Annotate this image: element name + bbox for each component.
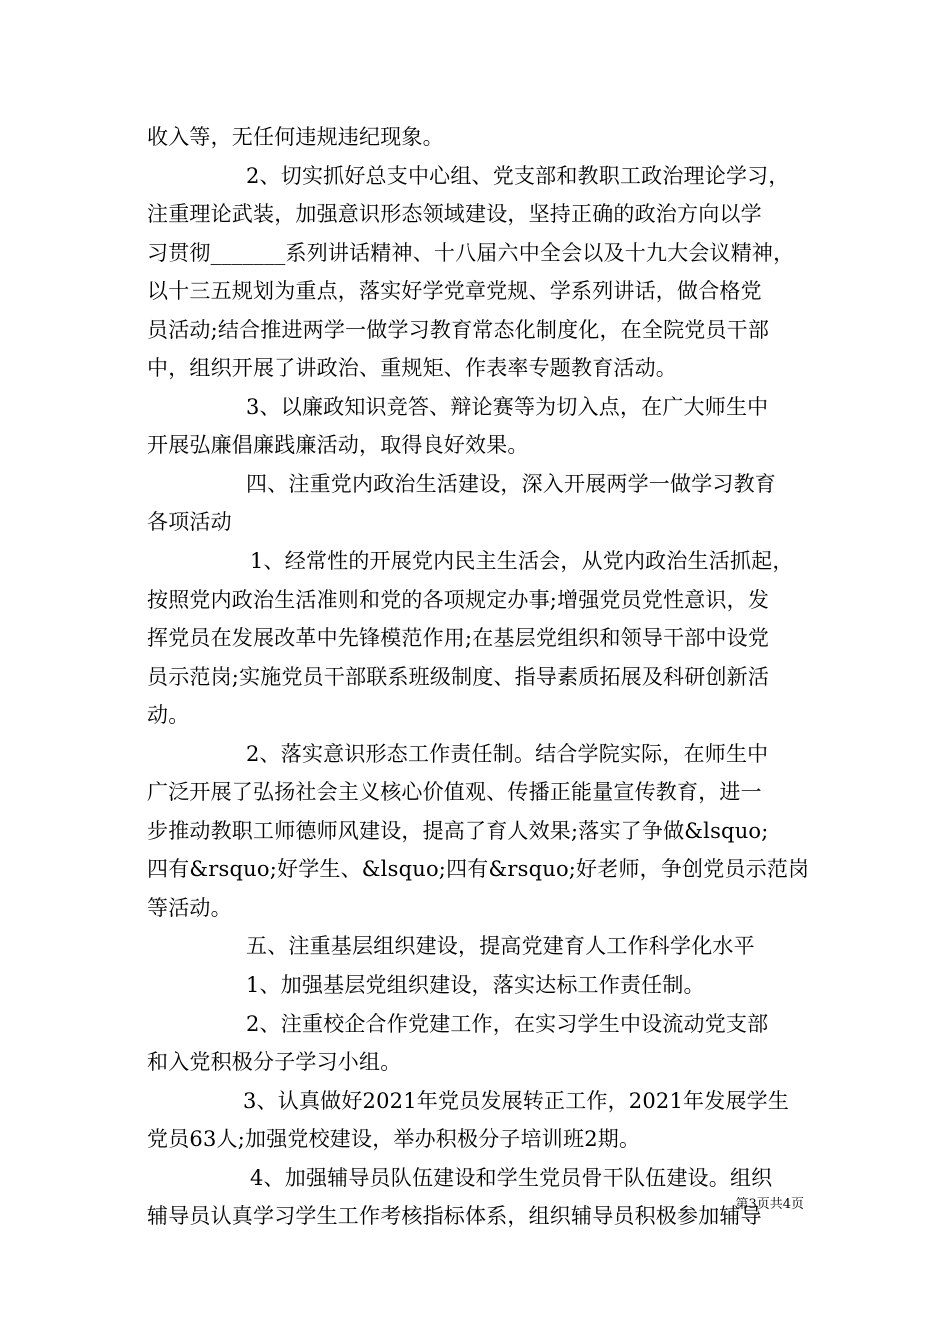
text-line: 动。 [147,703,190,728]
text-line: 3、以廉政知识竞答、辩论赛等为切入点，在广大师生中 [246,394,769,419]
text-line: 习贯彻_______系列讲话精神、十八届六中全会以及十九大会议精神， [147,240,795,265]
text-line: 和入党积极分子学习小组。 [147,1050,402,1075]
text-line: 按照党内政治生活准则和党的各项规定办事;增强党员党性意识，发 [147,587,770,612]
text-line: 辅导员认真学习学生工作考核指标体系，组织辅导员积极参加辅导 [147,1204,762,1229]
text-line: 3、认真做好2021年党员发展转正工作，2021年发展学生 [243,1088,790,1113]
text-line: 注重理论武装，加强意识形态领域建设，坚持正确的政治方向以学 [147,202,762,227]
text-line: 员示范岗;实施党员干部联系班级制度、指导素质拓展及科研创新活 [147,664,770,689]
section-heading: 各项活动 [147,510,232,535]
text-line: 收入等，无任何违规违纪现象。 [147,125,444,149]
text-line: 开展弘廉倡廉践廉活动，取得良好效果。 [147,433,529,458]
text-line: 四有&rsquo;好学生、&lsquo;四有&rsquo;好老师，争创党员示范岗 [147,857,810,882]
text-line: 党员63人;加强党校建设，举办积极分子培训班2期。 [147,1127,641,1152]
text-line: 等活动。 [147,895,232,920]
text-line: 2、注重校企合作党建工作，在实习学生中设流动党支部 [246,1011,769,1036]
text-line: 以十三五规划为重点，落实好学党章党规、学系列讲话，做合格党 [147,279,762,304]
text-line: 员活动;结合推进两学一做学习教育常态化制度化，在全院党员干部 [147,317,770,342]
section-heading: 四、注重党内政治生活建设，深入开展两学一做学习教育 [246,471,776,496]
text-line: 步推动教职工师德师风建设，提高了育人效果;落实了争做&lsquo; [147,818,769,843]
body-text [147,118,810,1236]
text-line: 4、加强辅导员队伍建设和学生党员骨干队伍建设。组织 [250,1165,773,1190]
page-number: 第3页共4页 [735,1197,804,1212]
text-line: 广泛开展了弘扬社会主义核心价值观、传播正能量宣传教育，进一 [147,780,762,805]
text-line: 1、加强基层党组织建设，落实达标工作责任制。 [246,973,705,998]
text-line: 挥党员在发展改革中先锋模范作用;在基层党组织和领导干部中设党 [147,626,770,651]
section-heading: 五、注重基层组织建设，提高党建育人工作科学化水平 [246,934,755,959]
text-line: 中，组织开展了讲政治、重规矩、作表率专题教育活动。 [147,356,677,381]
text-line: 1、经常性的开展党内民主生活会，从党内政治生活抓起， [250,549,794,574]
text-line: 2、切实抓好总支中心组、党支部和教职工政治理论学习， [246,163,790,188]
text-line: 2、落实意识形态工作责任制。结合学院实际，在师生中 [246,741,769,766]
